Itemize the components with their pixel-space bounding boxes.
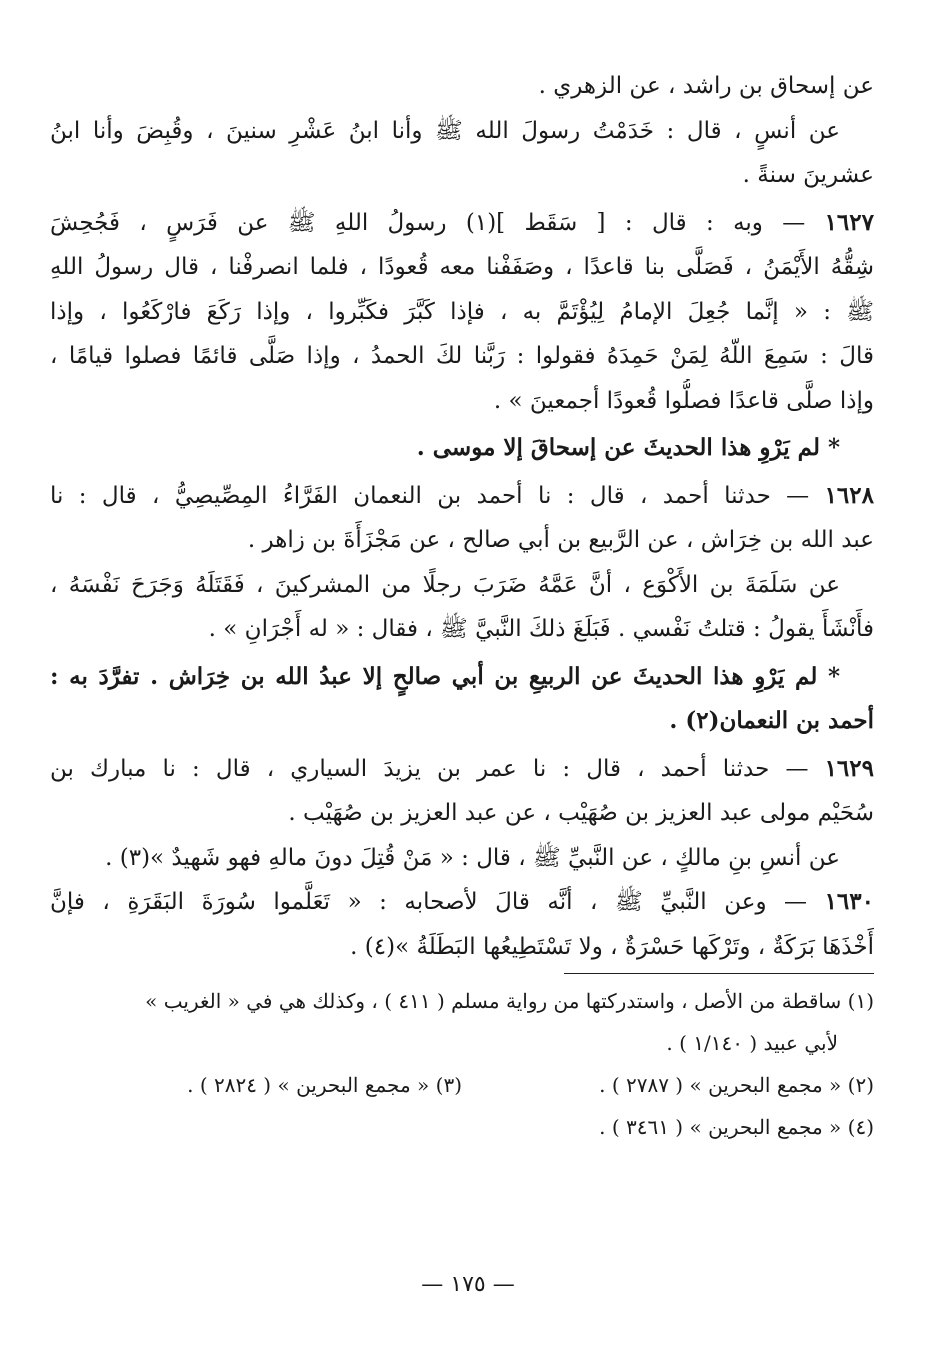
text-line: سُحَيْم مولى عبد العزيز بن صُهَيْب ، عن عبد العزيز بن صُهَيْب . (288, 800, 874, 826)
hadith-number: ١٦٢٩ (824, 754, 874, 782)
commentary-note-continued: أحمد بن النعمان(٢) . (669, 707, 874, 734)
hadith-text: — حدثنا أحمد ، قال : نا عمر بن يزيدَ السياري ، قال : نا مبارك بن (50, 755, 825, 782)
hadith-1630-heading (50, 880, 874, 925)
footnote-2: (٢) « مجمع البحرين » ( ٢٧٨٧ ) . (599, 1073, 874, 1097)
hadith-1627-heading (50, 201, 874, 246)
text-line: وإذا صلَّى قاعدًا فصلُّوا قُعودًا أجمعينَ » . (493, 387, 874, 414)
hadith-text: — وعن النَّبيِّ ﷺ ، أنَّه قالَ لأصحابه : « تَعَلَّموا سُورَةَ البَقَرَةِ ، فإنَّ (50, 889, 825, 915)
footnotes (50, 980, 874, 1148)
hadith-number: ١٦٢٧ (824, 208, 874, 236)
footnote-separator (564, 973, 874, 974)
commentary-note: * لم يَرْوِ هذا الحديثَ عن إسحاقَ إلا موسى . (416, 434, 840, 461)
text-line: فأَنْشَأَ يقولُ : قتلتُ نَفْسي . فَبَلَغَ ذلكَ النَّبيَّ ﷺ ، فقال : « له أَجْرَانِ » . (208, 616, 874, 642)
text-line: عشرينَ سنةً . (742, 162, 874, 188)
hadith-text: — وبه : قال : [ سَقَط ](١) رسولُ اللهِ ﷺ عن فَرَسٍ ، فَجُحِشَ (50, 209, 825, 236)
text-line: عبد الله بن خِرَاش ، عن الرَّبيع بن أبي صالح ، عن مَجْزَأَةَ بن زاهر . (247, 527, 874, 553)
footnote-4: (٤) « مجمع البحرين » ( ٣٤٦١ ) . (599, 1115, 874, 1139)
hadith-1629-heading (50, 747, 874, 792)
footnote-row (50, 1064, 874, 1106)
footnote-3: (٣) « مجمع البحرين » ( ٢٨٢٤ ) . (187, 1073, 462, 1097)
page-number: — ١٧٥ — (421, 1272, 515, 1297)
text-line: أَخْذَهَا بَرَكَةٌ ، وتَرْكَها حَسْرَةٌ ، ولا تَسْتَطِيعُها البَطَلَةُ »(٤) . (350, 933, 874, 960)
text-line: عن أنسٍ ، قال : خَدَمْتُ رسولَ الله ﷺ وأنا ابنُ عَشْرِ سنينَ ، وقُبِضَ وأنا ابنُ (50, 117, 840, 144)
text-line: قالَ : سَمِعَ اللّهُ لِمَنْ حَمِدَهُ فقولوا : رَبَّنا لكَ الحمدُ ، وإذا صَلَّى قائمًا فصلوا قيامًا ، (50, 343, 874, 369)
text-line: عن سَلَمَةَ بن الأَكْوَع ، أنَّ عَمَّهُ ضَرَبَ رجلًا من المشركينَ ، فَقَتَلَهُ وَجَرَحَ نَفْسَهُ ، (50, 571, 840, 598)
footnote-1: (١) ساقطة من الأصل ، واستدركتها من رواية مسلم ( ٤١١ ) ، وكذلك هي في « الغريب » (145, 989, 874, 1013)
hadith-number: ١٦٢٨ (824, 481, 874, 509)
text-line: عن إسحاق بن راشد ، عن الزهري . (538, 73, 874, 99)
text-line: شِقُّهُ الأَيْمَنُ ، فَصَلَّى بنا قاعدًا ، وصَفَفْنا معه قُعودًا ، فلما انصرفْنا ، قال رسولُ اللهِ (50, 254, 874, 280)
hadith-text: — حدثنا أحمد ، قال : نا أحمد بن النعمان الفَرَّاءُ المِصِّيصِيُّ ، قال : نا (50, 482, 825, 509)
footnote-1-continued: لأبي عبيد ( ١/١٤٠ ) . (666, 1031, 838, 1055)
text-line: عن أنسِ بنِ مالكٍ ، عن النَّبيِّ ﷺ ، قال : « مَنْ قُتِلَ دونَ مالهِ فهو شَهيدٌ »(٣) . (105, 844, 840, 871)
hadith-number: ١٦٣٠ (824, 888, 874, 915)
text-line: ﷺ : « إنَّما جُعِلَ الإمامُ لِيُؤْتَمَّ به ، فإذا كَبَّرَ فكَبِّروا ، وإذا رَكَعَ فارْكَعُوا ، وإذا (50, 298, 874, 325)
hadith-1628-heading (50, 474, 874, 519)
commentary-note: * لم يَرْوِ هذا الحديثَ عن الربيعِ بن أبي صالحٍ إلا عبدُ الله بن خِرَاش . تفرَّدَ به : (50, 662, 840, 690)
